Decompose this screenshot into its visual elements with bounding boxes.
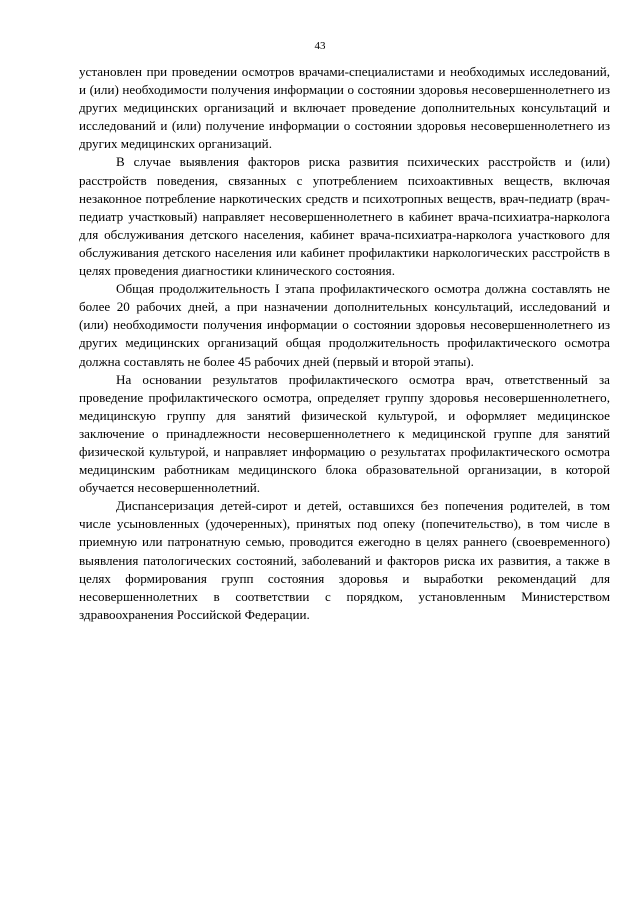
paragraph-health-group: На основании результатов профилактического осмотра врач, ответственный за проведение профилактического осмотра, определяет группу здоровья несовершеннолетнего, медицинскую группу для занятий физической культурой, и оформляет медицинское заключение о принадлежности несовершеннолетнего к медицинской группе для занятий физической культурой, и направляет информацию о результатах профилактического осмотра медицинским работникам медицинского блока образовательной организации, в которой обучается несовершеннолетний.	[79, 371, 610, 496]
paragraph-continuation: установлен при проведении осмотров врачами-специалистами и необходимых исследований, и (или) необходимости получения информации о состоянии здоровья несовершеннолетнего из других медицинских организаций и включает проведение дополнительных консультаций и исследований и (или) получение информации о состоянии здоровья несовершеннолетнего из других медицинских организаций.	[79, 64, 610, 152]
page-number: 43	[314, 40, 326, 52]
paragraph-orphan-dispensary: Диспансеризация детей-сирот и детей, оставшихся без попечения родителей, в том числе усыновленных (удочеренных), принятых под опеку (попечительство), в том числе в приемную или патронатную семью, проводится ежегодно в целях раннего (своевременного) выявления патологических состояний, заболеваний и факторов риска их развития, а также в целях формирования групп состояния здоровья и выработки рекомендаций для несовершеннолетних в соответствии с порядком, установленным Министерством здравоохранения Российской Федерации.	[79, 498, 610, 622]
paragraph-exam-duration: Общая продолжительность I этапа профилактического осмотра должна составлять не более 20 рабочих дней, а при назначении дополнительных консультаций, исследований и (или) необходимости получения информации о состоянии здоровья несовершеннолетнего из других медицинских организаций общая продолжительность профилактического осмотра должна составлять не более 45 рабочих дней (первый и второй этапы).	[79, 281, 610, 369]
document-body	[79, 63, 610, 624]
paragraph-risk-factors: В случае выявления факторов риска развития психических расстройств и (или) расстройств поведения, связанных с употреблением психоактивных веществ, включая незаконное потребление наркотических средств и психотропных веществ, врач-педиатр (врач-педиатр участковый) направляет несовершеннолетнего в кабинет врача-психиатра-нарколога для обслуживания детского населения, кабинет врача-психиатра-нарколога участкового для обслуживания детского населения или кабинет профилактики наркологических расстройств в целях проведения диагностики клинического состояния.	[79, 154, 610, 279]
